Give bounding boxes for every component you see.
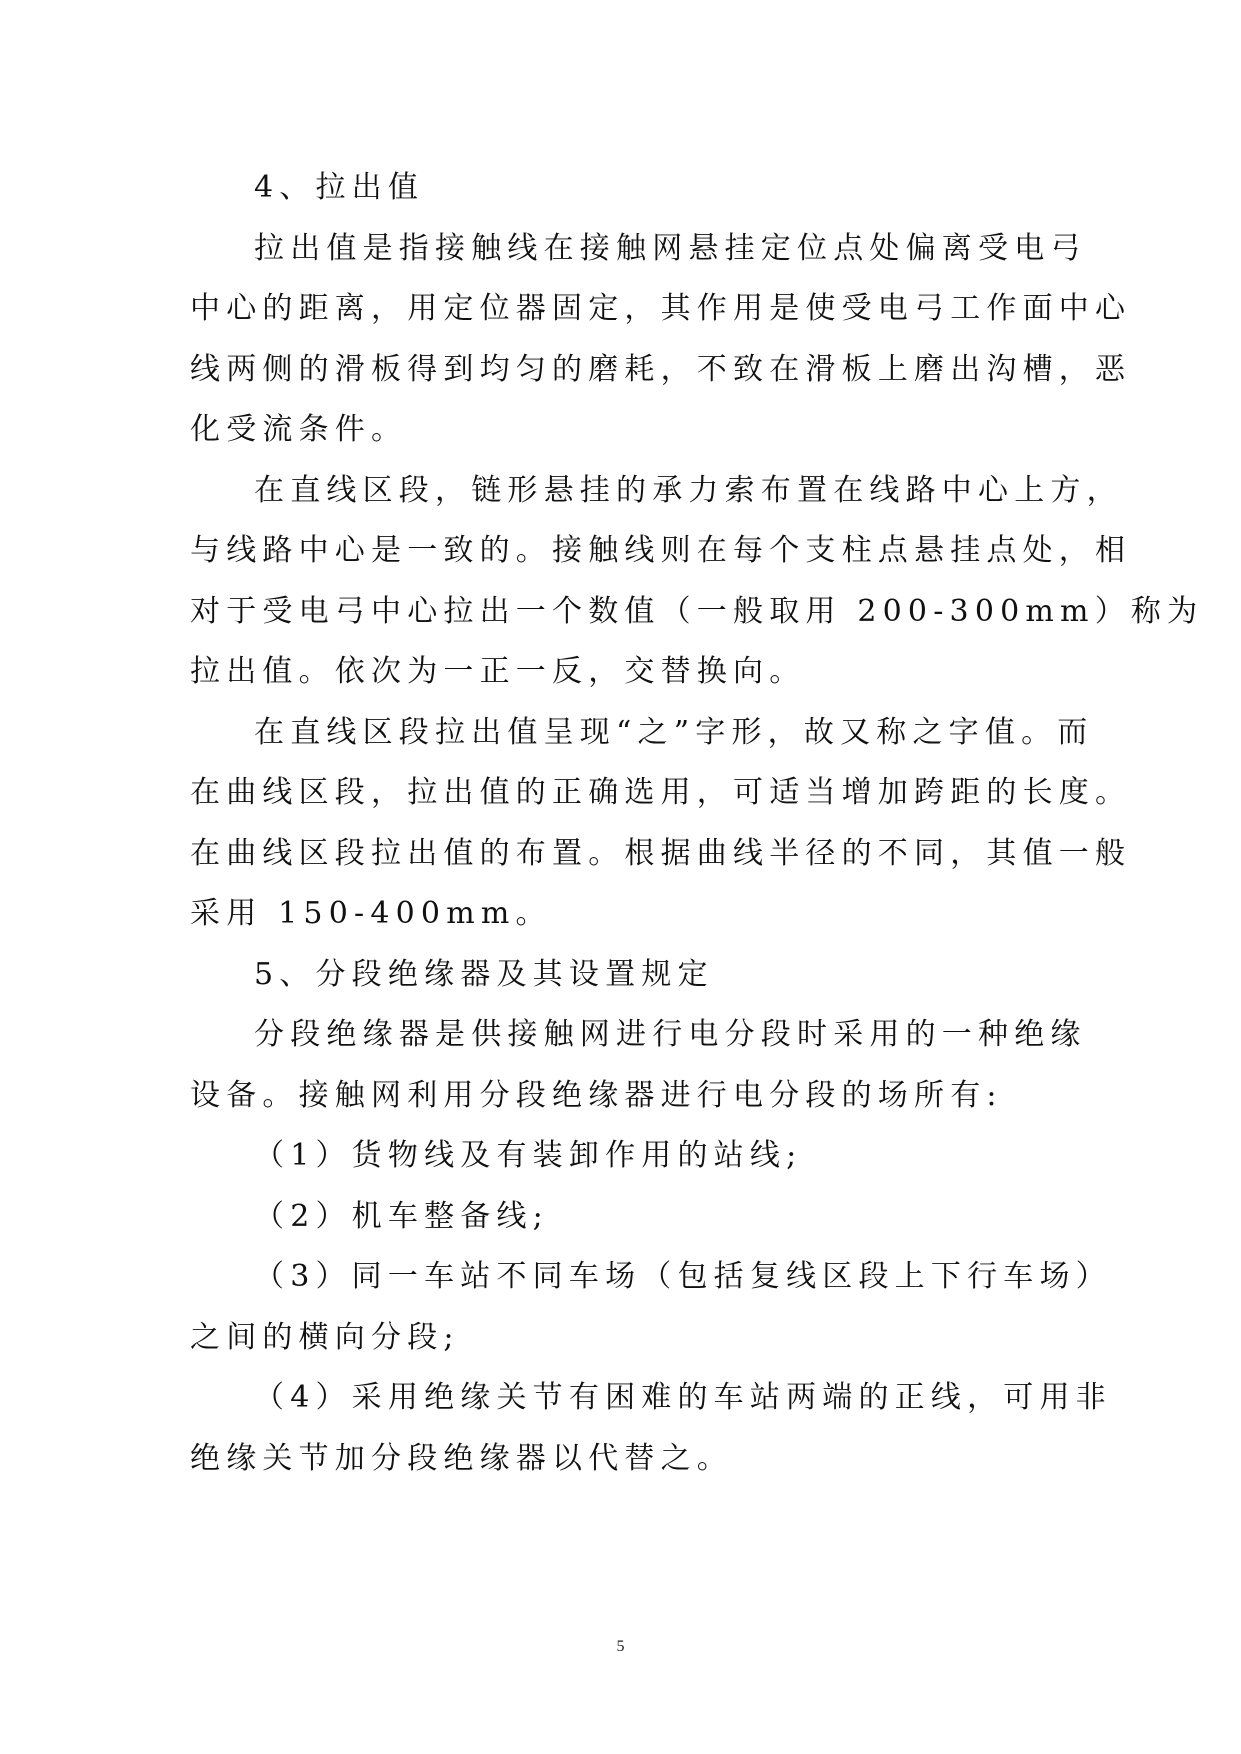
paragraph-line: 分段绝缘器是供接触网进行电分段时采用的一种绝缘: [254, 1017, 1087, 1052]
paragraph-line: 对于受电弓中心拉出一个数值（一般取用 200-300mm）称为: [190, 593, 1204, 629]
paragraph-line: 在曲线区段拉出值的布置。根据曲线半径的不同，其值一般: [190, 835, 1132, 871]
list-item: （2）机车整备线;: [254, 1198, 549, 1234]
paragraph-line: 在直线区段拉出值呈现“之”字形，故又称之字值。而: [254, 714, 1094, 750]
paragraph-line: 线两侧的滑板得到均匀的磨耗，不致在滑板上磨出沟槽，恶: [190, 351, 1132, 387]
paragraph-line: 在直线区段，链形悬挂的承力索布置在线路中心上方，: [254, 472, 1123, 508]
paragraph-line: 拉出值是指接触线在接触网悬挂定位点处偏离受电弓: [254, 230, 1087, 266]
paragraph-line: 在曲线区段，拉出值的正确选用，可适当增加跨距的长度。: [190, 775, 1132, 810]
paragraph-line: 中心的距离，用定位器固定，其作用是使受电弓工作面中心: [190, 291, 1132, 326]
paragraph-line: 化受流条件。: [190, 412, 408, 447]
list-item: （1）货物线及有装卸作用的站线;: [254, 1138, 803, 1173]
section-heading-pull-out-value: 4、拉出值: [254, 170, 425, 205]
list-item-continuation: 之间的横向分段;: [190, 1319, 460, 1355]
list-item: （4）采用绝缘关节有困难的车站两端的正线，可用非: [254, 1380, 1112, 1415]
body-text: [190, 158, 1204, 1489]
page-number: 5: [616, 1638, 625, 1655]
paragraph-line: 拉出值。依次为一正一反，交替换向。: [190, 654, 806, 689]
paragraph-line: 设备。接触网利用分段绝缘器进行电分段的场所有:: [190, 1077, 1003, 1113]
paragraph-line: 采用 150-400mm。: [190, 896, 552, 931]
list-item: （3）同一车站不同车场（包括复线区段上下行车场）: [254, 1259, 1112, 1294]
list-item-continuation: 绝缘关节加分段绝缘器以代替之。: [190, 1440, 733, 1476]
paragraph-line: 与线路中心是一致的。接触线则在每个支柱点悬挂点处，相: [190, 533, 1132, 568]
section-heading-section-insulator: 5、分段绝缘器及其设置规定: [254, 956, 714, 992]
